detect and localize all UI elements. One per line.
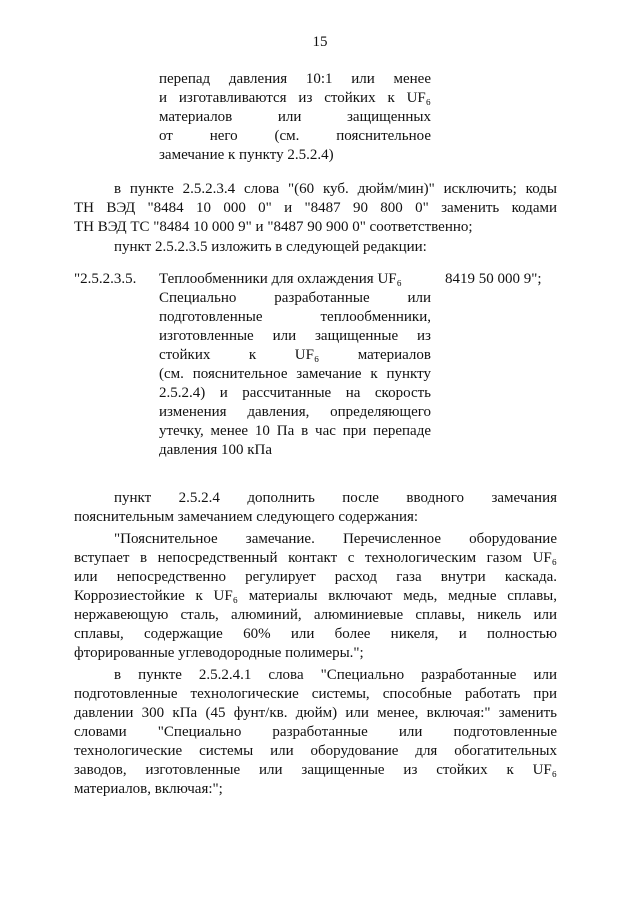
text-line: давлении 300 кПа (45 фунт/кв. дюйм) или менее, включая:" заменить [74, 705, 557, 721]
paragraph-amend-2-5-2-4-1 [74, 666, 557, 799]
text-line: пояснительным замечанием следующего содержания: [74, 509, 419, 525]
text-line: пункт 2.5.2.4 дополнить после вводного замечания [114, 490, 557, 506]
text-line: технологические системы или оборудование для обогатительных [74, 743, 557, 759]
text-line: сплавы, содержащие 60% или более никеля, и полностью [74, 626, 557, 642]
text-line: пункт 2.5.2.3.5 изложить в следующей редакции: [114, 239, 427, 255]
text-line: подготовленные теплообменники, [159, 309, 431, 325]
explanatory-note [74, 530, 557, 663]
text-line: стойких к UF₆ материалов [159, 347, 431, 363]
text-line: (см. пояснительное замечание к пункту [159, 366, 431, 382]
text-line: фторированные углеводородные полимеры."; [74, 645, 364, 661]
text-line: словами "Специально разработанные или подготовленные [74, 724, 557, 740]
text-line: в пункте 2.5.2.3.4 слова "(60 куб. дюйм/мин)" исключить; коды [114, 181, 557, 197]
text-line: нержавеющую сталь, алюминий, алюминиевые сплавы, никель или [74, 607, 557, 623]
entry-number: "2.5.2.3.5. [74, 271, 137, 287]
text-line: и изготавливаются из стойких к UF₆ [159, 90, 431, 106]
text-line: Коррозиестойкие к UF₆ материалы включают медь, медные сплавы, [74, 588, 557, 604]
paragraph-amend-2-5-2-4 [74, 489, 557, 527]
text-line: от него (см. пояснительное [159, 128, 431, 144]
text-line: вступает в непосредственный контакт с технологическим газом UF₆ [74, 550, 557, 566]
text-line: изменения давления, определяющего [159, 404, 431, 420]
text-line: ТН ВЭД ТС "8484 10 000 9" и "8487 90 900 0" соответственно; [74, 219, 473, 235]
text-line: давления 100 кПа [159, 442, 273, 458]
page-number: 15 [312, 34, 328, 50]
text-line: замечание к пункту 2.5.2.4) [159, 147, 334, 163]
text-line: Теплообменники для охлаждения UF₆ [159, 271, 402, 287]
text-line: утечку, менее 10 Па в час при перепаде [159, 423, 431, 439]
text-line: 2.5.2.4) и рассчитанные на скорость [159, 385, 431, 401]
text-line: изготовленные или защищенные из [159, 328, 431, 344]
text-line: "Пояснительное замечание. Перечисленное оборудование [114, 531, 557, 547]
text-line: материалов или защищенных [159, 109, 431, 125]
text-line: ТН ВЭД "8484 10 000 0" и "8487 90 800 0" заменить кодами [74, 200, 557, 216]
paragraph-amend-2-5-2-3-5 [114, 238, 557, 257]
text-line: в пункте 2.5.2.4.1 слова "Специально разработанные или [114, 667, 557, 683]
text-line: Специально разработанные или [159, 290, 431, 306]
text-line: материалов, включая:"; [74, 781, 223, 797]
text-line: заводов, изготовленные или защищенные из стойких к UF₆ [74, 762, 557, 778]
entry-description [159, 270, 431, 460]
entry-code: 8419 50 000 9"; [445, 271, 542, 287]
intro-block [159, 70, 431, 165]
paragraph-amend-2-5-2-3-4 [74, 180, 557, 237]
text-line: перепад давления 10:1 или менее [159, 71, 431, 87]
text-line: или непосредственно регулирует расход газа внутри каскада. [74, 569, 557, 585]
text-line: подготовленные технологические системы, способные работать при [74, 686, 557, 702]
